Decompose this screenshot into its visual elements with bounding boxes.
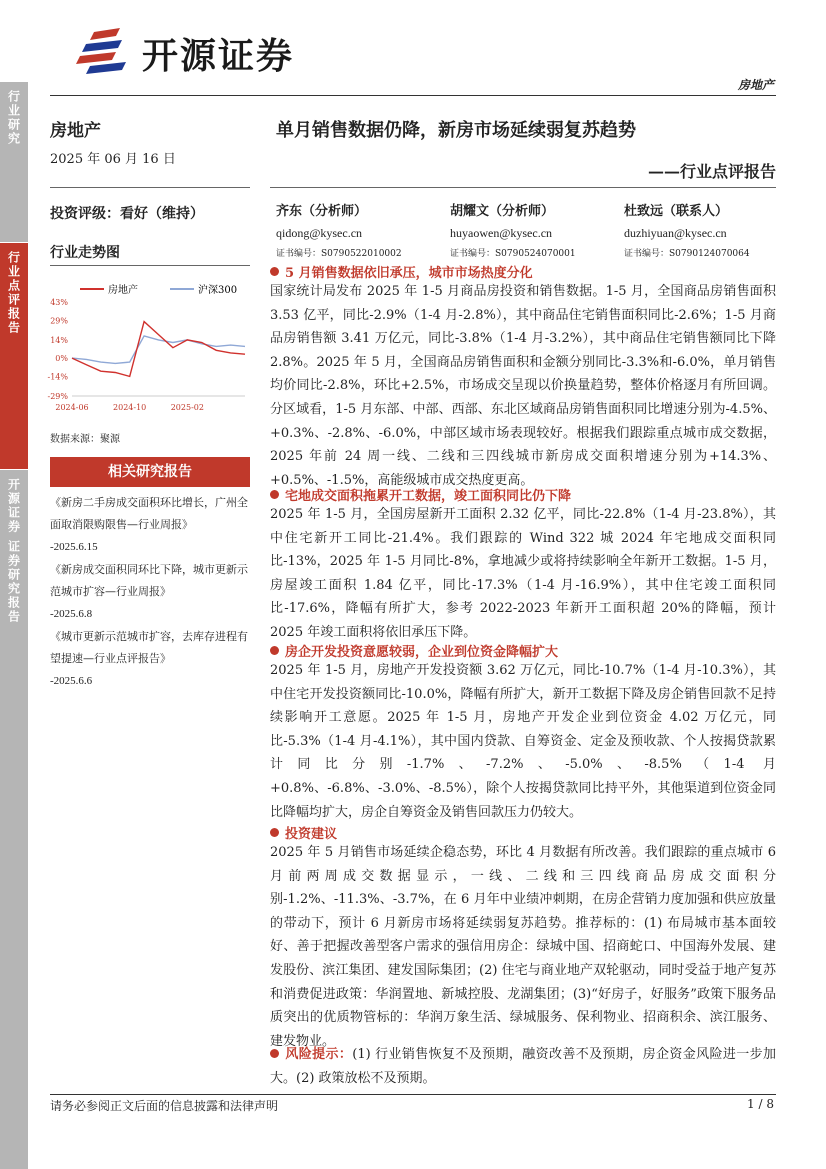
analyst-cert: 证书编号：S0790524070001 [450, 249, 576, 259]
header-sector-tag: 房地产 [737, 78, 774, 92]
analyst-card [624, 200, 750, 259]
related-report-date: -2025.6.15 [50, 541, 98, 553]
sidebar-section-brand: 开源证券 证券研究报告 [0, 470, 28, 1169]
sector-label: 房地产 [50, 121, 101, 141]
y-tick-label: 43% [50, 298, 68, 307]
related-report-item[interactable] [50, 626, 250, 692]
bullet-icon [270, 1049, 279, 1058]
y-tick-label: 29% [50, 316, 68, 326]
bullet-icon [270, 646, 279, 655]
y-tick-label: -29% [47, 392, 68, 401]
section-heading: 投资建议 [270, 823, 337, 842]
bullet-icon [270, 490, 279, 499]
risk-heading: 风险提示： [285, 1047, 353, 1062]
related-reports-title: 相关研究报告 [50, 457, 250, 487]
analyst-cert: 证书编号：S0790522010002 [276, 249, 402, 259]
title-divider [270, 187, 776, 188]
analyst-email[interactable]: huyaowen@kysec.cn [450, 226, 553, 240]
series-line-房地产 [72, 322, 245, 377]
analyst-name: 齐东（分析师） [276, 204, 368, 219]
analyst-name: 胡耀文（分析师） [450, 204, 555, 219]
risk-body: (1) 行业销售恢复不及预期，融资改善不及预期，房企资金风险进一步加大。(2) 政策放松不及预期。 [270, 1047, 776, 1086]
section-body: 2025 年 1-5 月，房地产开发投资额 3.62 万亿元，同比-10.7%（1-4 月-10.3%），其中住宅开发投资额同比-10.0%，降幅有所扩大，新开工数据下降及房企销售回款不足持续影响开工意愿。2025 年 1-5 月，房地产开发企业到位资金 4.02 万亿元，同比-5.3%（1-4 月-4.1%），其中国内贷款、自筹资金、定金及预收款、个人按揭贷款累计同比分别-1.7%、-7.2%、-5.0%、-8.5%（1-4 月+0.8%、-6.8%、-3.0%、-8.5%），除个人按揭贷款同比持平外，其他渠道到位资金同比降幅均扩大，房企自筹资金及销售回款压力仍较大。 [270, 663, 776, 820]
related-report-date: -2025.6.8 [50, 608, 93, 620]
analyst-card [276, 200, 402, 259]
page-number: 1 / 8 [747, 1097, 774, 1111]
footer-divider [50, 1094, 776, 1095]
analyst-cert: 证书编号：S0790124070064 [624, 249, 750, 259]
section-heading: 5 月销售数据依旧承压，城市市场热度分化 [270, 262, 533, 281]
footer-disclaimer: 请务必参阅正文后面的信息披露和法律声明 [50, 1099, 279, 1113]
series-line-沪深300 [72, 336, 245, 364]
investment-rating: 投资评级：看好（维持） [50, 206, 204, 222]
section-heading: 房企开发投资意愿较弱，企业到位资金降幅扩大 [270, 641, 558, 660]
section-body: 2025 年 1-5 月，全国房屋新开工面积 2.32 亿平，同比-22.8%（1-4 月-23.8%），其中住宅新开工同比-21.4%。我们跟踪的 Wind 322 城 2024 年宅地成交面积同比-13%，2025 年 1-5 月同比-8%，拿地减少或将持续影响全年新开工数据。1-5 月，房屋竣工面积 1.84 亿平，同比-17.3%（1-4 月-16.9%），其中住宅竣工面积同比-17.6%，降幅有所扩大，参考 2022-2023 年新开工面积超 20%的降幅，预计 2025 年竣工面积将依旧承压下降。 [270, 507, 776, 640]
trend-chart-title: 行业走势图 [50, 245, 120, 261]
y-tick-label: 14% [50, 335, 68, 345]
related-reports-list [50, 492, 250, 693]
brand-name: 开源证券 [142, 36, 295, 77]
report-title: 单月销售数据仍降，新房市场延续弱复苏趋势 [276, 120, 636, 141]
related-report-title[interactable]: 《新房成交面积同环比下降，城市更新示范城市扩容—行业周报》 [50, 563, 248, 598]
report-subtitle: ——行业点评报告 [647, 162, 776, 181]
related-report-title[interactable]: 《城市更新示范城市扩容，去库存进程有望提速—行业点评报告》 [50, 630, 248, 665]
legend-label: 房地产 [108, 285, 138, 296]
header-divider [50, 95, 776, 96]
related-report-item[interactable] [50, 559, 250, 625]
report-date: 2025 年 06 月 16 日 [50, 152, 176, 167]
y-tick-label: -14% [47, 372, 68, 382]
section-body: 2025 年 5 月销售市场延续企稳态势，环比 4 月数据有所改善。我们跟踪的重点城市 6 月前两周成交数据显示，一线、二线和三四线商品房成交面积分别-1.2%、-11.3%、-3.7%，在 6 月年中业绩冲刺期，在房企营销力度加强和供应放量的带动下，预计 6 月新房市场将延续弱复苏趋势。推荐标的：(1) 布局城市基本面较好、善于把握改善型客户需求的强信用房企：绿城中国、招商蛇口、中国海外发展、建发股份、滨江集团、建发国际集团；(2) 住宅与商业地产双轮驱动，同时受益于地产复苏和消费促进政策：华润置地、新城控股、龙湖集团；(3)“好房子，好服务”政策下服务品质突出的优质物管标的：华润万象生活、绿城服务、保利物业、招商积余、滨江服务、建发物业。 [270, 845, 776, 1049]
section-heading: 宅地成交面积拖累开工数据，竣工面积同比仍下降 [270, 485, 571, 504]
trend-chart [40, 272, 255, 424]
sidebar-section-research: 行业研究 [0, 82, 28, 242]
trend-divider [50, 265, 250, 266]
risk-section [270, 1043, 776, 1090]
y-tick-label: 0% [55, 354, 68, 364]
related-report-title[interactable]: 《新房二手房成交面积环比增长，广州全面取消限购限售—行业周报》 [50, 496, 248, 531]
related-report-date: -2025.6.6 [50, 675, 93, 687]
analyst-card [450, 200, 576, 259]
analyst-name: 杜致远（联系人） [624, 204, 729, 219]
brand-logo-icon [76, 26, 134, 74]
section-body: 国家统计局发布 2025 年 1-5 月商品房投资和销售数据。1-5 月，全国商品房销售面积 3.53 亿平，同比-2.9%（1-4 月-2.8%），其中商品住宅销售面积同比-2.6%；1-5 月商品房销售额 3.41 万亿元，同比-3.8%（1-4 月-3.2%），其中商品住宅销售额同比下降 2.8%。2025 年 5 月，全国商品房销售面积和金额分别同比-3.3%和-6.0%，单月销售均价同比-2.8%，环比+2.5%，市场成交呈现以价换量趋势，整体价格逐月有所回调。分区域看，1-5 月东部、中部、西部、东北区域商品房销售面积同比增速分别为-4.5%、+0.3%、-2.8%、-6.0%，中部区域市场表现较好。根据我们跟踪重点城市成交数据，2025 年前 24 周一线、二线和三四线城市新房成交面积增速分别为+14.3%、+0.5%、-1.5%，高能级城市成交热度更高。 [270, 284, 776, 488]
chart-source: 数据来源：聚源 [50, 434, 120, 445]
x-tick-label: 2024-10 [113, 403, 147, 412]
analyst-email[interactable]: qidong@kysec.cn [276, 226, 363, 240]
sidebar-section-report-type: 行业点评报告 [0, 243, 28, 469]
analyst-email[interactable]: duzhiyuan@kysec.cn [624, 226, 727, 240]
related-report-item[interactable] [50, 492, 250, 558]
legend-label: 沪深300 [198, 285, 238, 296]
left-divider [50, 187, 250, 188]
x-tick-label: 2025-02 [170, 403, 204, 412]
x-tick-label: 2024-06 [55, 403, 89, 412]
bullet-icon [270, 267, 279, 276]
bullet-icon [270, 828, 279, 837]
